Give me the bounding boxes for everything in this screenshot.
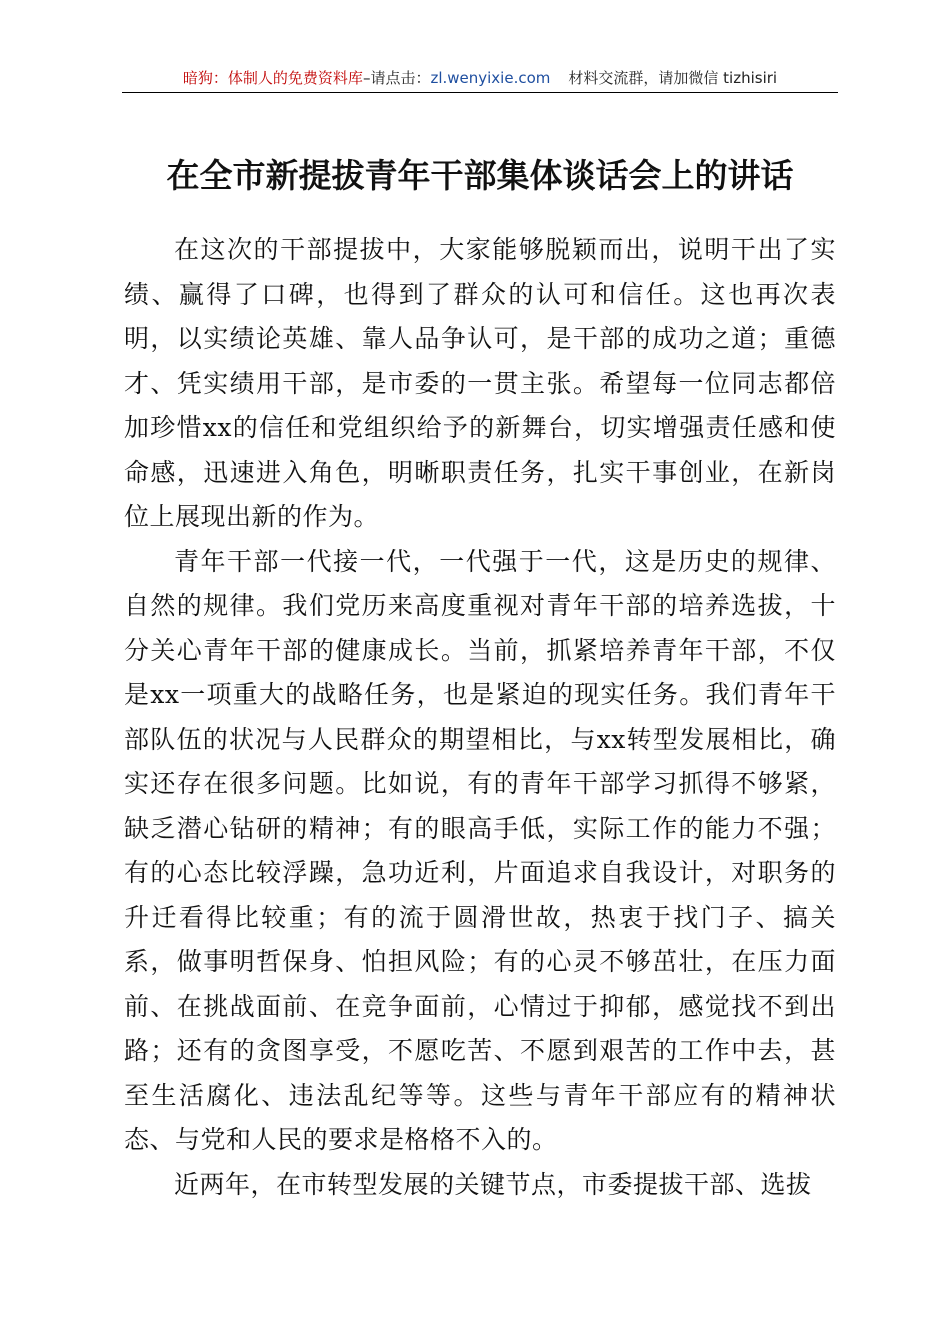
header-click-prompt: –请点击：	[362, 69, 431, 87]
document-body	[124, 228, 836, 1207]
paragraph-3: 近两年，在市转型发展的关键节点，市委提拔干部、选拔	[174, 1169, 812, 1199]
document-title: 在全市新提拔青年干部集体谈话会上的讲话	[166, 156, 794, 195]
header-wechat-note: 材料交流群，请加微信 tizhisiri	[568, 69, 778, 87]
paragraph-1: 在这次的干部提拔中，大家能够脱颖而出，说明干出了实绩、赢得了口碑，也得到了群众的认可和信任。这也再次表明，以实绩论英雄、靠人品争认可，是干部的成功之道；重德才、凭实绩用干部，是市委的一贯主张。希望每一位同志都倍加珍惜xx的信任和党组织给予的新舞台，切实增强责任感和使命感，迅速进入角色，明晰职责任务，扎实干事创业，在新岗位上展现出新的作为。	[124, 235, 836, 531]
header-site-name: 暗狗：体制人的免费资料库	[182, 69, 363, 87]
header-url-link[interactable]: zl.wenyixie.com	[430, 69, 551, 87]
page-header	[122, 68, 838, 93]
paragraph-2: 青年干部一代接一代，一代强于一代，这是历史的规律、自然的规律。我们党历来高度重视对青年干部的培养选拔，十分关心青年干部的健康成长。当前，抓紧培养青年干部，不仅是xx一项重大的战略任务，也是紧迫的现实任务。我们青年干部队伍的状况与人民群众的期望相比，与xx转型发展相比，确实还存在很多问题。比如说，有的青年干部学习抓得不够紧，缺乏潜心钻研的精神；有的眼高手低，实际工作的能力不强；有的心态比较浮躁，急功近利，片面追求自我设计，对职务的升迁看得比较重；有的流于圆滑世故，热衷于找门子、搞关系，做事明哲保身、怕担风险；有的心灵不够茁壮，在压力面前、在挑战面前、在竞争面前，心情过于抑郁，感觉找不到出路；还有的贪图享受，不愿吃苦、不愿到艰苦的工作中去，甚至生活腐化、违法乱纪等等。这些与青年干部应有的精神状态、与党和人民的要求是格格不入的。	[124, 546, 836, 1154]
